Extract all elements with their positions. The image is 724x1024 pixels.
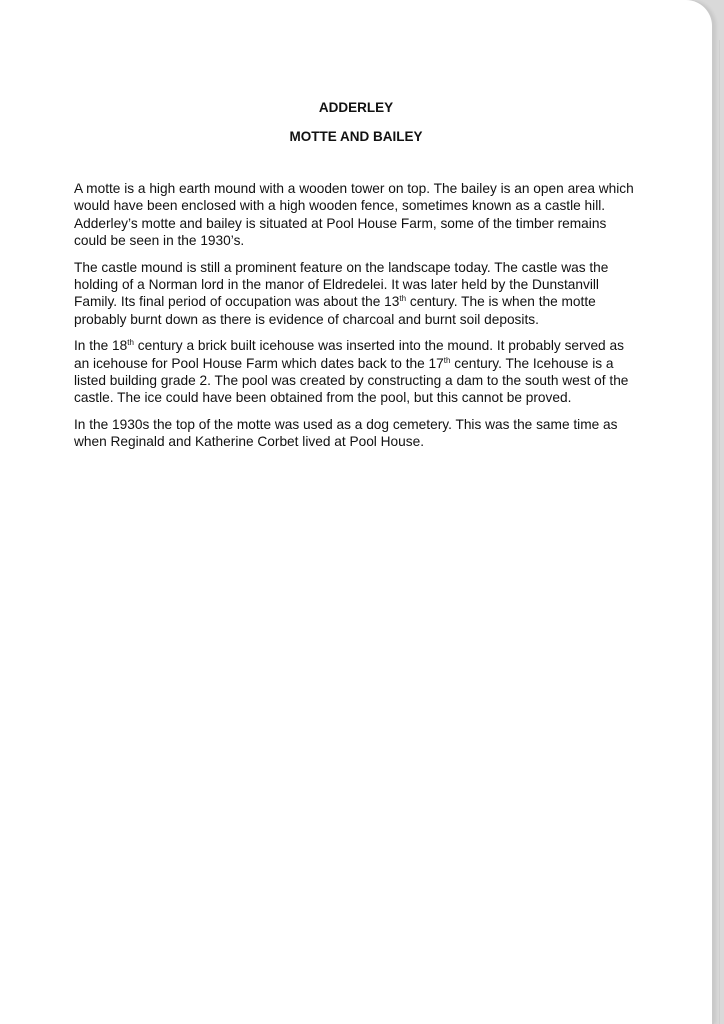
- paragraph-2-text-b: century. The is when the motte probably burnt down as there is evidence of charcoal and burnt soil deposits.: [74, 294, 596, 327]
- paragraph-2: [74, 259, 640, 329]
- document-title: ADDERLEY: [318, 100, 394, 115]
- superscript-th: th: [399, 294, 407, 304]
- scan-edge-line: [719, 40, 720, 1024]
- superscript-th: th: [443, 355, 451, 365]
- paragraph-3-text-b: century a brick built icehouse was inserted into the mound. It probably served as an icehouse for Pool House Farm which dates back to the 17: [74, 338, 624, 371]
- paragraph-2-text-a: The castle mound is still a prominent feature on the landscape today. The castle was the holding of a Norman lord in the manor of Eldredelei. It was later held by the Dunstanvill Family. Its final period of occupation was about the 13: [74, 259, 609, 310]
- paragraph-4: In the 1930s the top of the motte was used as a dog cemetery. This was the same time as when Reginald and Katherine Corbet lived at Pool House.: [74, 416, 618, 450]
- paragraph-3-text-c: century. The Icehouse is a listed building grade 2. The pool was created by constructing a dam to the south west of the castle. The ice could have been obtained from the pool, but this cannot be proved.: [74, 355, 629, 406]
- document-body: [74, 180, 640, 460]
- document-subtitle: MOTTE AND BAILEY: [289, 129, 423, 144]
- paragraph-3-text-a: In the 18: [74, 338, 128, 354]
- paragraph-1: A motte is a high earth mound with a wooden tower on top. The bailey is an open area which would have been enclosed with a high wooden fence, sometimes known as a castle hill. Adderley’s motte and bailey is situated at Pool House Farm, some of the timber remains could be seen in the 1930’s.: [74, 181, 634, 249]
- paragraph-3: [74, 337, 640, 407]
- superscript-th: th: [127, 338, 134, 348]
